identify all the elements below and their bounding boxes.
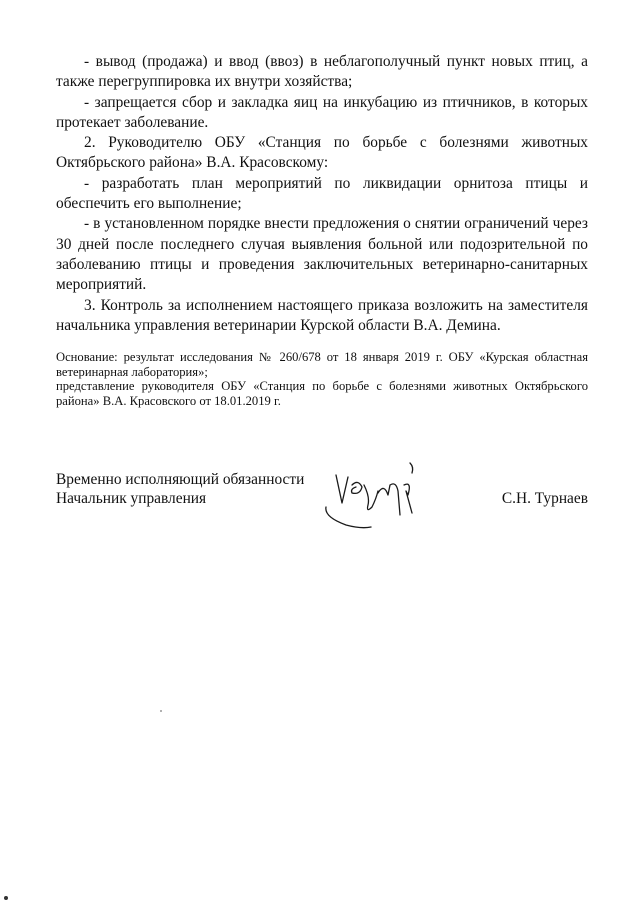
basis-line-2: представление руководителя ОБУ «Станция по борьбе с болезнями животных Октябрьского района» В.А. Красовского от 18.01.2019 г. (56, 379, 588, 408)
order-body (56, 52, 588, 336)
basis-line-1: Основание: результат исследования № 260/678 от 18 января 2019 г. ОБУ «Курская областная ветеринарная лаборатория»; (56, 350, 588, 379)
signer-position-line-2: Начальник управления (56, 490, 207, 507)
signer-name: С.Н. Турнаев (501, 490, 588, 507)
paragraph-egg-ban: - запрещается сбор и закладка яиц на инкубацию из птичников, в которых протекает заболевание. (56, 93, 588, 131)
signer-position (56, 470, 304, 508)
paragraph-item-2: 2. Руководителю ОБУ «Станция по борьбе с болезнями животных Октябрьского района» В.А. Красовскому: (56, 134, 588, 172)
basis-note (56, 350, 588, 408)
paragraph-action-plan: - разработать план мероприятий по ликвидации орнитоза птицы и обеспечить его выполнение; (56, 174, 588, 213)
signer-position-line-1: Временно исполняющий обязанности (56, 471, 305, 488)
scan-speck (4, 896, 8, 900)
paragraph-lift-restrictions: - в установленном порядке внести предложения о снятии ограничений через 30 дней после последнего случая выявления больной или подозрительной по заболеванию птицы и проведения заключительных ветеринарно-санитарных мероприятий. (56, 215, 588, 294)
paragraph-export-import: - вывод (продажа) и ввод (ввоз) в неблагополучный пункт новых птиц, а также перегруппировка их внутри хозяйства; (56, 53, 588, 91)
signature-block (56, 470, 588, 530)
handwritten-signature (286, 455, 436, 535)
paragraph-item-3: 3. Контроль за исполнением настоящего приказа возложить на заместителя начальника управления ветеринарии Курской области В.А. Демина. (56, 296, 588, 334)
scan-speck (160, 710, 162, 712)
